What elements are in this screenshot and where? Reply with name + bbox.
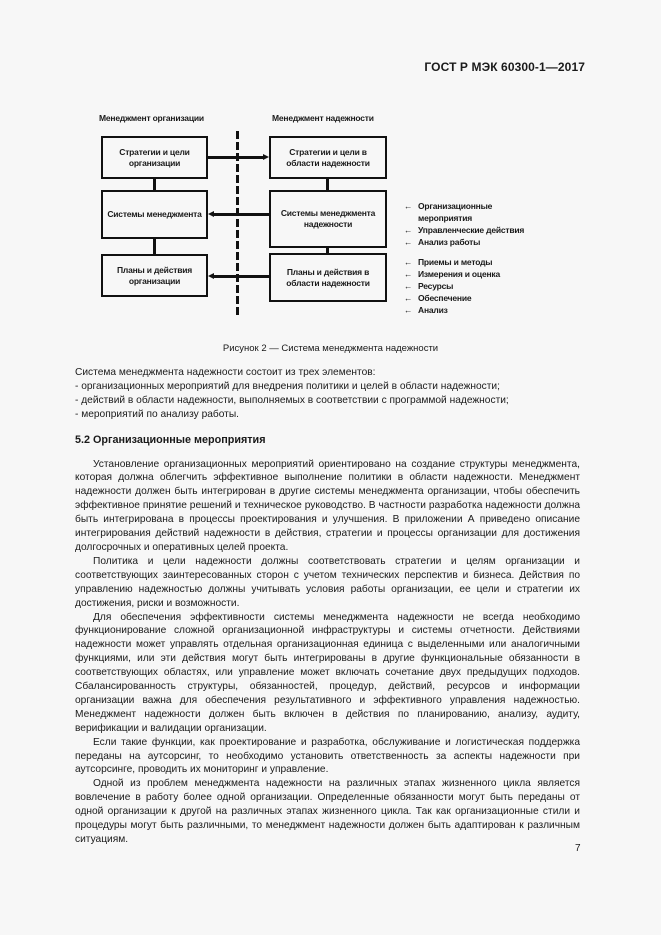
notes-group-management-systems (404, 200, 524, 248)
arrow-right-icon (263, 154, 269, 160)
right-column-title: Менеджмент надежности (272, 113, 374, 123)
note-item: ← Управленческие действия (404, 225, 525, 235)
note-item: ← Анализ (404, 305, 448, 315)
body-text (75, 366, 580, 847)
note-item: ← Анализ работы (404, 237, 481, 247)
box-org-strategies: Стратегии и цели организации (101, 136, 208, 179)
connector-left-2-3 (153, 239, 156, 254)
page-header-standard-code: ГОСТ Р МЭК 60300-1—2017 (424, 60, 585, 74)
figure-caption: Рисунок 2 — Система менеджмента надежности (222, 343, 439, 354)
note-item: ← Ресурсы (404, 281, 454, 291)
box-management-systems: Системы менеджмента (101, 190, 208, 239)
paragraph: Если такие функции, как проектирование и разработка, обслуживание и логистическая поддержка переданы на аутсорсинг, то необходимо установить ответственность за аспекты надежности при аутсорсинге, проводить их мониторинг и управление. (75, 736, 580, 776)
arrow-left-icon: ← (404, 305, 413, 315)
arrow-left-icon: ← (404, 237, 413, 247)
intro-paragraph: Система менеджмента надежности состоит из трех элементов: (75, 367, 376, 378)
arrow-left-icon: ← (404, 293, 413, 303)
arrow-left-icon: ← (404, 257, 413, 267)
note-item: ← Организационные мероприятия (404, 201, 493, 223)
list-item: - организационных мероприятий для внедрения политики и целей в области надежности; (75, 380, 500, 392)
paragraph: Установление организационных мероприятий ориентировано на создание структуры менеджмента, которая должна облегчить эффективное выполнение политики в области надежности. Менеджмент надежности должен быть интегрирован в другие системы менеджмента организации, чтобы обеспечить эффективное принятие решений и техническое руководство. В частности разработка надежности должна быть интегрирована в процессы проектирования и улучшения. В приложении А приведено описание интегрирования действий надежности в действия, стратегии и процессы организации для достижения долгосрочных и оперативных целей проекта. (75, 458, 580, 553)
arrow-left-icon (208, 211, 214, 217)
paragraph: Политика и цели надежности должны соответствовать стратегии и целям организации и соответствующих заинтересованных сторон с учетом технических перспектив и бизнеса. Действия по управлению надежностью должны учитывать условия работы организации, ее цели и стратегии их достижения, риски и возможности. (75, 555, 580, 609)
list-item: - действий в области надежности, выполняемых в соответствии с программой надежности; (75, 394, 509, 406)
arrow-left-icon (208, 273, 214, 279)
note-item: ← Измерения и оценка (404, 269, 500, 279)
note-item: ← Обеспечение (404, 293, 472, 303)
connector-right-1-2 (326, 179, 329, 190)
figure-reliability-management-diagram (0, 0, 661, 330)
box-reliability-strategies: Стратегии и цели в области надежности (269, 136, 387, 179)
connector-right-2-3 (326, 248, 329, 253)
notes-group-plans (404, 256, 500, 316)
connector-plans (214, 275, 269, 278)
connector-left-1-2 (153, 179, 156, 190)
arrow-left-icon: ← (404, 225, 413, 235)
connector-strategies (208, 156, 263, 159)
arrow-left-icon: ← (404, 201, 413, 211)
paragraph: Для обеспечения эффективности системы менеджмента надежности не всегда необходимо функционирование сложной организационной инфраструктуры и системы отчетности. Действиями надежности может управлять отдельная организационная единица с выделенными или аналогичными функциями, или эти действия могут быть интегрированы в другие функциональные обязанности в соответствующих областях, или управление может включать сочетание двух предыдущих подходов. Сбалансированность структуры, обязанностей, процедур, действий, ресурсов и информации организации важна для обеспечения результативного и эффективного управления надежностью. Менеджмент надежности должен быть включен в действия по планированию, анализу, аудиту, верификации и валидации организации. (75, 611, 580, 734)
left-column-title: Менеджмент организации (99, 113, 204, 123)
box-org-plans: Планы и действия организации (101, 254, 208, 297)
page-number: 7 (575, 843, 581, 854)
arrow-left-icon: ← (404, 269, 413, 279)
note-item: ← Приемы и методы (404, 257, 493, 267)
section-heading: 5.2 Организационные мероприятия (75, 433, 266, 446)
box-reliability-management-systems: Системы менеджмента надежности (269, 190, 387, 248)
list-item: - мероприятий по анализу работы. (75, 408, 240, 420)
connector-systems (214, 213, 269, 216)
arrow-left-icon: ← (404, 281, 413, 291)
paragraph: Одной из проблем менеджмента надежности на различных этапах жизненного цикла является вовлечение в работу более одной организации. Определенные обязанности могут быть переданы от одной организации к другой на различных этапах жизненного цикла. Так как организационные стили и процедуры могут быть различными, то менеджмент надежности должен быть адаптирован к различным ситуациям. (75, 778, 580, 845)
box-reliability-plans: Планы и действия в области надежности (269, 253, 387, 302)
